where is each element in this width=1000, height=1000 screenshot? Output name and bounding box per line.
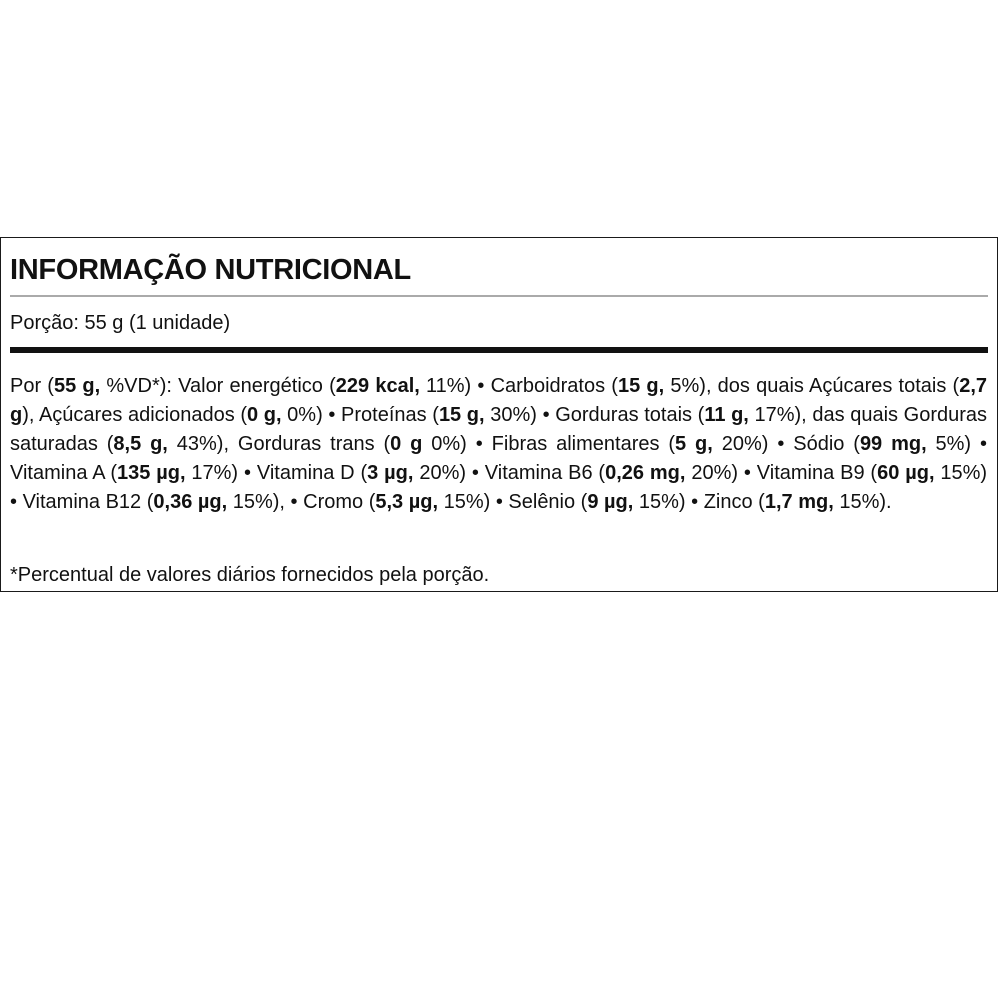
nutrient-amount: 5,3 µg, <box>375 491 439 513</box>
nutrient-name: Valor energético ( <box>178 375 336 397</box>
nutrient-item <box>113 433 390 455</box>
nutrient-item <box>178 375 471 397</box>
nutrient-paragraph <box>10 372 987 517</box>
bullet-separator: • <box>743 462 751 484</box>
intro-amount: 55 g, <box>53 375 101 397</box>
nutrient-name: Selênio ( <box>508 491 588 513</box>
bullet-separator: • <box>691 491 699 513</box>
nutrient-amount: 229 kcal, <box>335 375 420 397</box>
nutrient-daily-value: 0%) <box>422 433 467 455</box>
nutrient-item <box>303 491 490 513</box>
nutrient-item <box>757 462 987 484</box>
nutrient-amount: 60 µg, <box>877 462 935 484</box>
nutrient-amount: 135 µg, <box>116 462 186 484</box>
nutrient-daily-value: 15%) <box>438 491 491 513</box>
nutrient-amount: 5 g, <box>675 433 713 455</box>
nutrient-name: Vitamina B6 ( <box>484 462 606 484</box>
nutrient-name: Cromo ( <box>303 491 376 513</box>
bullet-separator: • <box>328 404 336 426</box>
nutrient-item <box>390 433 467 455</box>
bullet-separator: • <box>471 462 479 484</box>
nutrient-daily-value: 11%) <box>419 375 472 397</box>
nutrient-daily-value: 15%). <box>833 491 892 513</box>
nutrition-label <box>0 237 998 592</box>
nutrient-item <box>485 462 738 484</box>
nutrient-daily-value: 20%) <box>413 462 467 484</box>
bullet-separator: • <box>980 433 988 455</box>
nutrient-amount: 11 g, <box>704 404 749 426</box>
nutrient-amount: 0,26 mg, <box>605 462 686 484</box>
nutrient-daily-value: 17%) <box>185 462 239 484</box>
nutrient-amount: 15 g, <box>617 375 665 397</box>
bullet-separator: • <box>777 433 785 455</box>
nutrient-daily-value: 17%), das quais Gorduras saturadas ( <box>10 404 988 455</box>
nutrient-daily-value: 20%) <box>712 433 769 455</box>
nutrient-item <box>247 404 323 426</box>
nutrient-item <box>793 433 971 455</box>
nutrient-item <box>10 462 238 484</box>
nutrient-name: Carboidratos ( <box>490 375 618 397</box>
bullet-separator: • <box>475 433 483 455</box>
nutrient-daily-value: 5%) <box>926 433 972 455</box>
nutrient-amount: 9 µg, <box>587 491 634 513</box>
nutrient-name: Vitamina B9 ( <box>756 462 878 484</box>
nutrient-name: Gorduras totais ( <box>555 404 705 426</box>
thick-divider <box>10 347 988 353</box>
nutrient-item <box>492 433 769 455</box>
nutrient-daily-value: 15%) <box>934 462 988 484</box>
bullet-separator: • <box>243 462 251 484</box>
nutrient-daily-value: 0%) <box>281 404 323 426</box>
bullet-separator: • <box>10 491 18 513</box>
bullet-separator: • <box>495 491 503 513</box>
nutrient-daily-value: 15%), <box>227 491 285 513</box>
nutrient-name: Vitamina A ( <box>10 462 117 484</box>
nutrient-amount: 2,7 g <box>10 375 988 426</box>
nutrient-item <box>341 404 537 426</box>
nutrient-item <box>257 462 466 484</box>
nutrient-amount: 15 g, <box>438 404 485 426</box>
nutrient-item <box>491 375 960 397</box>
nutrient-name: Vitamina B12 ( <box>22 491 154 513</box>
nutrient-amount: 0 g <box>390 433 423 455</box>
nutrient-name: Zinco ( <box>703 491 765 513</box>
nutrient-name: Vitamina D ( <box>256 462 368 484</box>
nutrient-amount: 99 mg, <box>859 433 927 455</box>
nutrient-daily-value: 20%) <box>685 462 739 484</box>
nutrient-daily-value: 5%), dos quais Açúcares totais ( <box>664 375 960 397</box>
footnote: *Percentual de valores diários fornecidos pela porção. <box>10 564 490 586</box>
nutrient-daily-value: 30%) <box>484 404 537 426</box>
nutrient-amount: 1,7 mg, <box>764 491 834 513</box>
nutrient-amount: 8,5 g, <box>113 433 168 455</box>
nutrient-daily-value: ), Açúcares adicionados ( <box>22 404 247 426</box>
nutrient-item <box>704 491 892 513</box>
nutrient-name: Sódio ( <box>793 433 860 455</box>
nutrient-daily-value: 43%), Gorduras trans ( <box>167 433 391 455</box>
nutrient-amount: 0,36 µg, <box>153 491 228 513</box>
portion-size: Porção: 55 g (1 unidade) <box>10 312 231 334</box>
nutrient-amount: 0 g, <box>247 404 282 426</box>
intro-tail: %VD*): <box>100 375 172 397</box>
nutrient-item <box>508 491 685 513</box>
bullet-separator: • <box>290 491 298 513</box>
nutrient-name: Proteínas ( <box>341 404 439 426</box>
nutrient-item <box>23 491 285 513</box>
label-title: INFORMAÇÃO NUTRICIONAL <box>10 254 411 286</box>
thin-divider <box>10 295 988 297</box>
nutrient-name: Fibras alimentares ( <box>491 433 676 455</box>
intro-lead: Por ( <box>10 375 54 397</box>
bullet-separator: • <box>477 375 485 397</box>
nutrient-amount: 3 µg, <box>367 462 414 484</box>
bullet-separator: • <box>542 404 550 426</box>
nutrient-daily-value: 15%) <box>633 491 686 513</box>
